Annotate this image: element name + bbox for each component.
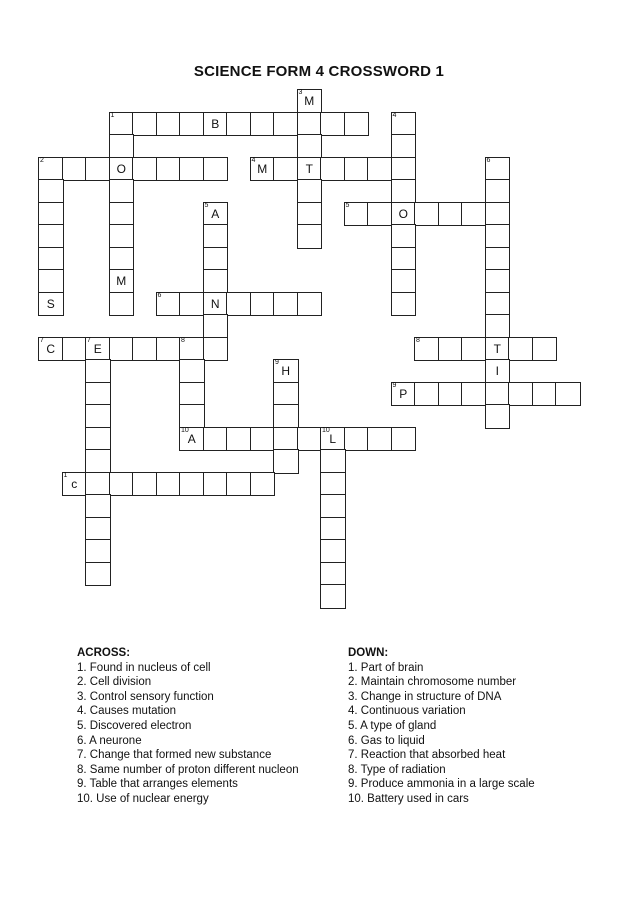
grid-cell[interactable] (203, 269, 229, 294)
grid-cell[interactable] (250, 157, 276, 182)
grid-cell[interactable] (38, 179, 64, 204)
grid-cell[interactable] (179, 404, 205, 429)
grid-cell[interactable] (344, 202, 370, 227)
clue-number: 10 (181, 426, 189, 434)
grid-cell[interactable] (85, 449, 111, 474)
grid-cell[interactable] (38, 157, 64, 182)
grid-cell[interactable] (179, 112, 205, 137)
clue-number: 5 (204, 201, 209, 209)
grid-cell[interactable] (62, 337, 88, 362)
grid-cell[interactable] (85, 157, 111, 182)
grid-cell[interactable] (438, 337, 464, 362)
grid-cell[interactable] (273, 449, 299, 474)
grid-cell[interactable] (62, 472, 88, 497)
grid-cell[interactable] (203, 472, 229, 497)
given-letter: M (304, 94, 315, 108)
grid-cell[interactable] (38, 292, 64, 317)
grid-cell[interactable] (132, 112, 158, 137)
grid-cell[interactable] (109, 247, 135, 272)
grid-cell[interactable] (297, 134, 323, 159)
grid-cell[interactable] (320, 449, 346, 474)
clue-number: 4 (392, 111, 397, 119)
grid-cell[interactable] (485, 202, 511, 227)
clue-number: 6 (486, 156, 491, 164)
given-letter: S (46, 296, 55, 311)
grid-cell[interactable] (485, 157, 511, 182)
given-letter: I (495, 364, 499, 378)
grid-cell[interactable] (273, 404, 299, 429)
given-letter: T (305, 161, 313, 176)
grid-cell[interactable] (461, 382, 487, 407)
grid-cell[interactable] (250, 292, 276, 317)
grid-cell[interactable] (179, 157, 205, 182)
clue-number: 7 (40, 336, 44, 344)
grid-cell[interactable] (320, 562, 346, 587)
grid-cell[interactable] (485, 224, 511, 249)
grid-cell[interactable] (109, 134, 135, 159)
grid-cell[interactable] (226, 472, 252, 497)
down-clue: 5. A type of gland (348, 719, 437, 732)
grid-cell[interactable] (320, 494, 346, 519)
grid-cell[interactable] (85, 494, 111, 519)
down-heading: DOWN: (348, 647, 389, 659)
clue-number: 10 (322, 426, 330, 434)
across-clue: 9. Table that arranges elements (77, 778, 238, 791)
grid-cell[interactable] (532, 337, 558, 362)
across-clue: 4. Causes mutation (77, 705, 177, 718)
across-clue: 5. Discovered electron (77, 719, 192, 732)
grid-cell[interactable] (391, 179, 417, 204)
grid-cell[interactable] (203, 224, 229, 249)
grid-cell[interactable] (438, 202, 464, 227)
grid-cell[interactable] (297, 427, 323, 452)
grid-cell[interactable] (391, 292, 417, 317)
grid-cell[interactable] (203, 427, 229, 452)
grid-cell[interactable] (297, 89, 323, 114)
grid-cell[interactable] (156, 157, 182, 182)
across-heading: ACROSS: (77, 647, 131, 659)
grid-cell[interactable] (85, 382, 111, 407)
grid-cell[interactable] (461, 337, 487, 362)
grid-cell[interactable] (297, 157, 323, 182)
across-clue: 3. Control sensory function (77, 690, 214, 703)
grid-cell[interactable] (485, 292, 511, 317)
grid-cell[interactable] (179, 472, 205, 497)
down-clue: 8. Type of radiation (348, 763, 446, 776)
grid-cell[interactable] (85, 427, 111, 452)
across-clue: 10. Use of nuclear energy (77, 792, 209, 805)
across-clues (77, 646, 299, 807)
grid-cell[interactable] (508, 337, 534, 362)
clue-number: 8 (181, 336, 185, 344)
grid-cell[interactable] (132, 472, 158, 497)
grid-cell[interactable] (273, 427, 299, 452)
grid-cell[interactable] (508, 382, 534, 407)
grid-cell[interactable] (156, 112, 182, 137)
grid-cell[interactable] (109, 157, 135, 182)
grid-cell[interactable] (391, 224, 417, 249)
grid-cell[interactable] (85, 517, 111, 542)
across-clue: 2. Cell division (77, 676, 152, 689)
down-clue: 3. Change in structure of DNA (348, 690, 502, 703)
grid-cell[interactable] (391, 112, 417, 137)
clue-number: 9 (392, 381, 397, 389)
clue-number: 4 (251, 156, 256, 164)
down-clue: 1. Part of brain (348, 661, 424, 674)
grid-cell[interactable] (38, 269, 64, 294)
grid-cell[interactable] (226, 112, 252, 137)
grid-cell[interactable] (38, 202, 64, 227)
down-clue: 9. Produce ammonia in a large scale (348, 778, 535, 791)
grid-cell[interactable] (485, 269, 511, 294)
grid-cell[interactable] (297, 224, 323, 249)
grid-cell[interactable] (109, 179, 135, 204)
grid-cell[interactable] (320, 112, 346, 137)
grid-cell[interactable] (109, 292, 135, 317)
grid-cell[interactable] (203, 247, 229, 272)
clue-number: 9 (275, 359, 279, 366)
grid-cell[interactable] (344, 112, 370, 137)
grid-cell[interactable] (273, 157, 299, 182)
grid-cell[interactable] (203, 292, 229, 317)
grid-cell[interactable] (179, 382, 205, 407)
grid-cell[interactable] (85, 359, 111, 384)
grid-cell[interactable] (485, 179, 511, 204)
given-letter: C (46, 341, 56, 356)
grid-cell[interactable] (367, 202, 393, 227)
grid-cell[interactable] (320, 472, 346, 497)
grid-cell[interactable] (38, 337, 64, 362)
grid-cell[interactable] (109, 472, 135, 497)
given-letter: A (211, 206, 220, 221)
clue-number: 6 (157, 291, 162, 299)
grid-cell[interactable] (179, 427, 205, 452)
given-letter: O (398, 206, 408, 221)
given-letter: O (116, 161, 126, 176)
grid-cell[interactable] (273, 359, 299, 384)
grid-cell[interactable] (203, 202, 229, 227)
grid-cell[interactable] (344, 157, 370, 182)
grid-cell[interactable] (85, 404, 111, 429)
grid-cell[interactable] (109, 224, 135, 249)
given-letter: H (281, 364, 291, 378)
grid-cell[interactable] (391, 247, 417, 272)
grid-cell[interactable] (391, 427, 417, 452)
grid-cell[interactable] (555, 382, 581, 407)
grid-cell[interactable] (62, 157, 88, 182)
grid-cell[interactable] (250, 427, 276, 452)
grid-cell[interactable] (414, 382, 440, 407)
grid-cell[interactable] (132, 337, 158, 362)
grid-cell[interactable] (273, 382, 299, 407)
grid-cell[interactable] (391, 382, 417, 407)
grid-cell[interactable] (179, 359, 205, 384)
given-letter: M (257, 161, 268, 176)
grid-cell[interactable] (391, 202, 417, 227)
clue-number: 1 (63, 471, 68, 479)
grid-cell[interactable] (485, 359, 511, 384)
grid-cell[interactable] (226, 427, 252, 452)
grid-cell[interactable] (438, 382, 464, 407)
grid-cell[interactable] (344, 427, 370, 452)
grid-cell[interactable] (414, 202, 440, 227)
grid-cell[interactable] (320, 539, 346, 564)
grid-cell[interactable] (226, 292, 252, 317)
down-clue: 4. Continuous variation (348, 705, 466, 718)
grid-cell[interactable] (250, 112, 276, 137)
given-letter: P (399, 386, 408, 401)
grid-cell[interactable] (297, 112, 323, 137)
grid-cell[interactable] (156, 472, 182, 497)
given-letter: B (211, 116, 220, 131)
down-clue: 7. Reaction that absorbed heat (348, 749, 506, 762)
grid-cell[interactable] (85, 472, 111, 497)
grid-cell[interactable] (320, 157, 346, 182)
page-title: SCIENCE FORM 4 CROSSWORD 1 (193, 63, 445, 80)
grid-cell[interactable] (367, 427, 393, 452)
across-clue: 1. Found in nucleus of cell (77, 661, 211, 674)
grid-cell[interactable] (179, 292, 205, 317)
grid-cell[interactable] (38, 247, 64, 272)
grid-cell[interactable] (132, 157, 158, 182)
down-clues (348, 646, 535, 807)
grid-cell[interactable] (179, 337, 205, 362)
down-clue: 10. Battery used in cars (348, 792, 469, 805)
grid-cell[interactable] (203, 157, 229, 182)
grid-cell[interactable] (485, 382, 511, 407)
given-letter: T (493, 341, 501, 356)
grid-cell[interactable] (156, 292, 182, 317)
grid-cell[interactable] (391, 134, 417, 159)
grid-cell[interactable] (297, 292, 323, 317)
grid-cell[interactable] (320, 427, 346, 452)
grid-cell[interactable] (109, 202, 135, 227)
given-letter: A (187, 431, 196, 446)
grid-cell[interactable] (156, 337, 182, 362)
grid-cell[interactable] (320, 584, 346, 609)
grid-cell[interactable] (250, 472, 276, 497)
clue-number: 2 (40, 156, 44, 164)
across-clue: 6. A neurone (77, 734, 142, 747)
grid-cell[interactable] (391, 157, 417, 182)
grid-cell[interactable] (320, 517, 346, 542)
grid-cell[interactable] (485, 247, 511, 272)
grid-cell[interactable] (297, 202, 323, 227)
grid-cell[interactable] (273, 292, 299, 317)
across-clue: 7. Change that formed new substance (77, 749, 272, 762)
grid-cell[interactable] (273, 112, 299, 137)
given-letter: N (210, 296, 220, 311)
clue-number: 1 (110, 111, 115, 119)
clue-number: 7 (87, 336, 91, 344)
across-clue: 8. Same number of proton different nucleon (77, 763, 299, 776)
grid-cell[interactable] (85, 562, 111, 587)
grid-cell[interactable] (203, 112, 229, 137)
grid-cell[interactable] (367, 157, 393, 182)
grid-cell[interactable] (391, 269, 417, 294)
grid-cell[interactable] (485, 337, 511, 362)
grid-cell[interactable] (109, 269, 135, 294)
grid-cell[interactable] (485, 314, 511, 339)
grid-cell[interactable] (38, 224, 64, 249)
grid-cell[interactable] (85, 337, 111, 362)
down-clue: 6. Gas to liquid (348, 734, 425, 747)
grid-cell[interactable] (461, 202, 487, 227)
down-clue: 2. Maintain chromosome number (348, 676, 517, 689)
grid-cell[interactable] (109, 337, 135, 362)
grid-cell[interactable] (109, 112, 135, 137)
grid-cell[interactable] (297, 179, 323, 204)
given-letter: E (93, 341, 102, 356)
clue-number: 3 (298, 89, 303, 96)
given-letter: c (71, 476, 78, 491)
clue-number: 8 (416, 336, 420, 344)
grid-cell[interactable] (203, 337, 229, 362)
clue-number: 5 (345, 201, 350, 209)
grid-cell[interactable] (85, 539, 111, 564)
grid-cell[interactable] (414, 337, 440, 362)
grid-cell[interactable] (532, 382, 558, 407)
grid-cell[interactable] (485, 404, 511, 429)
given-letter: L (329, 431, 337, 446)
given-letter: M (116, 274, 127, 288)
grid-cell[interactable] (203, 314, 229, 339)
